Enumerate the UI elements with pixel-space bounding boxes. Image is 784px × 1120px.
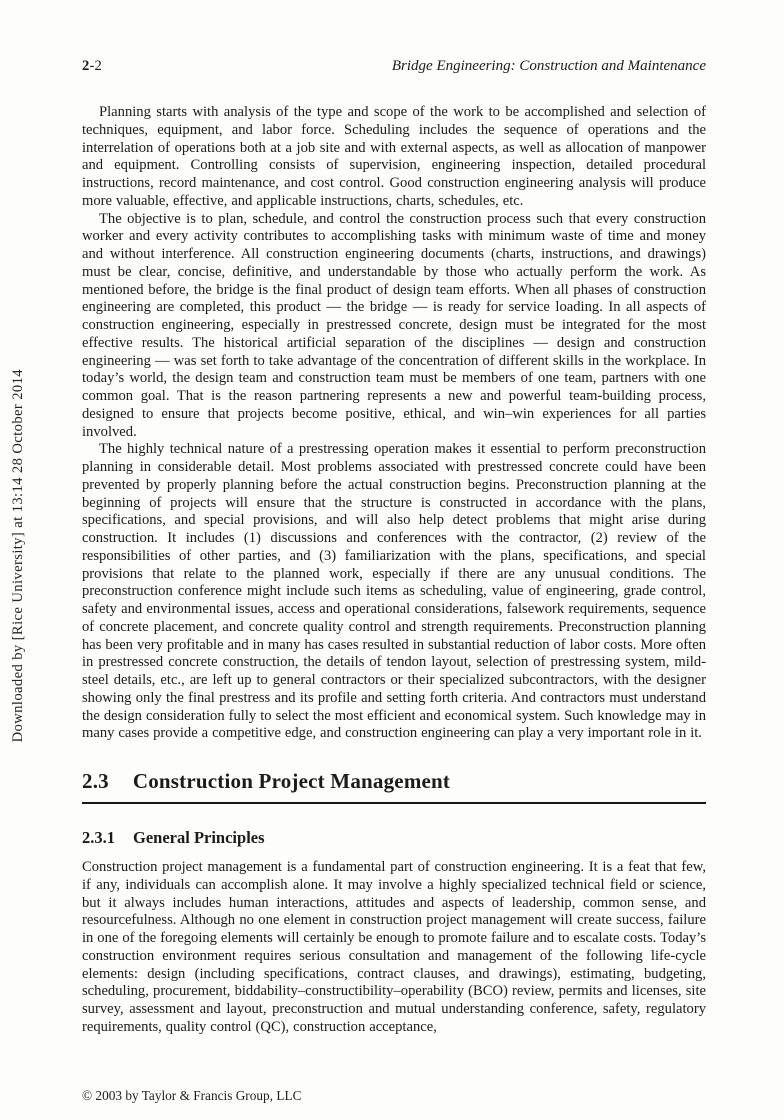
page-number (82, 58, 102, 75)
body-paragraph: The highly technical nature of a prestressing operation makes it essential to perform preconstruction planning in considerable detail. Most problems associated with prestressed concrete could have been prevented by properly planning before the actual construction begins. Preconstruction planning at the beginning of projects will ensure that the structure is constructed in accordance with the plans, specifications, and special provisions, and will also help detect problems that might arise during construction. It includes (1) discussions and conferences with the contractor, (2) review of the responsibilities of other parties, and (3) familiarization with the plans, specifications, and special provisions that relate to the planned work, especially if there are any unusual conditions. The preconstruction conference might include such items as scheduling, value of engineering, grade control, safety and environmental issues, access and operational considerations, falsework requirements, sequence of concrete placement, and concrete quality control and strength requirements. Preconstruction planning has been very profitable and in many has cases resulted in substantial reduction of labor costs. More often in prestressed concrete construction, the details of tendon layout, selection of prestressing system, mild-steel details, etc., are left up to general contractors or their specialized subcontractors, with the designer showing only the final prestress and its profile and setting forth criteria. And contractors must understand the design consideration fully to select the most efficient and economical system. Such knowledge may in many cases provide a competitive edge, and construction engineering can play a very important role in it. (82, 441, 706, 742)
copyright-footer: © 2003 by Taylor & Francis Group, LLC (82, 1088, 302, 1103)
subsection-heading (82, 828, 706, 848)
page-body (82, 104, 706, 1037)
body-paragraph: Construction project management is a fundamental part of construction engineering. It is a feat that few, if any, individuals can accomplish alone. It may involve a highly specialized technical field or science, but it always includes human interactions, attitudes and aspects of leadership, common sense, and resourcefulness. Although no one element in construction project management will create success, failure in one of the foregoing elements will certainly be enough to promote failure and to escalate costs. Today’s construction environment requires serious consultation and management of the following life-cycle elements: design (including specifications, contract clauses, and drawings), estimating, budgeting, scheduling, procurement, biddability–constructibility–operability (BCO) review, permits and licenses, site survey, assessment and layout, preconstruction and mutual understanding conference, safety, regulatory requirements, quality control (QC), construction acceptance, (82, 859, 706, 1035)
section-heading (82, 769, 706, 804)
subsection-title: General Principles (133, 828, 265, 847)
page-number-rest: -2 (89, 58, 103, 74)
running-title: Bridge Engineering: Construction and Maintenance (391, 58, 706, 74)
download-watermark-strip (5, 330, 31, 782)
subsection-number: 2.3.1 (82, 828, 115, 847)
body-paragraph: The objective is to plan, schedule, and control the construction process such that every construction worker and every activity contributes to accomplishing tasks with minimum waste of time and money and without interference. All construction engineering documents (charts, instructions, and drawings) must be clear, concise, definitive, and understandable by those who actually perform the work. As mentioned before, the bridge is the final product of design team efforts. When all phases of construction engineering are completed, this product — the bridge — is ready for service loading. In all aspects of construction engineering, especially in prestressed concrete, design must be integrated for the most effective results. The historical artificial separation of the disciplines — design and construction engineering — was set forth to take advantage of the concentration of different skills in the workplace. In today’s world, the design team and construction team must be members of one team, partners with one common goal. That is the reason partnering represents a new and powerful team-building process, designed to ensure that projects become positive, ethical, and win–win experiences for all parties involved. (82, 210, 706, 440)
section-number: 2.3 (82, 769, 109, 793)
section-title: Construction Project Management (132, 769, 451, 793)
download-watermark: Downloaded by [Rice University] at 13:14 28 October 2014 (9, 369, 26, 743)
running-header (82, 58, 706, 75)
body-paragraph: Planning starts with analysis of the type and scope of the work to be accomplished and selection of techniques, equipment, and labor force. Scheduling includes the sequence of operations and the interrelation of operations both at a job site and with external aspects, as well as allocation of manpower and equipment. Controlling consists of supervision, engineering inspection, detailed procedural instructions, record maintenance, and cost control. Good construction engineering analysis will produce more valuable, effective, and applicable instructions, charts, schedules, etc. (82, 104, 706, 209)
chapter-number: 2 (82, 58, 90, 74)
